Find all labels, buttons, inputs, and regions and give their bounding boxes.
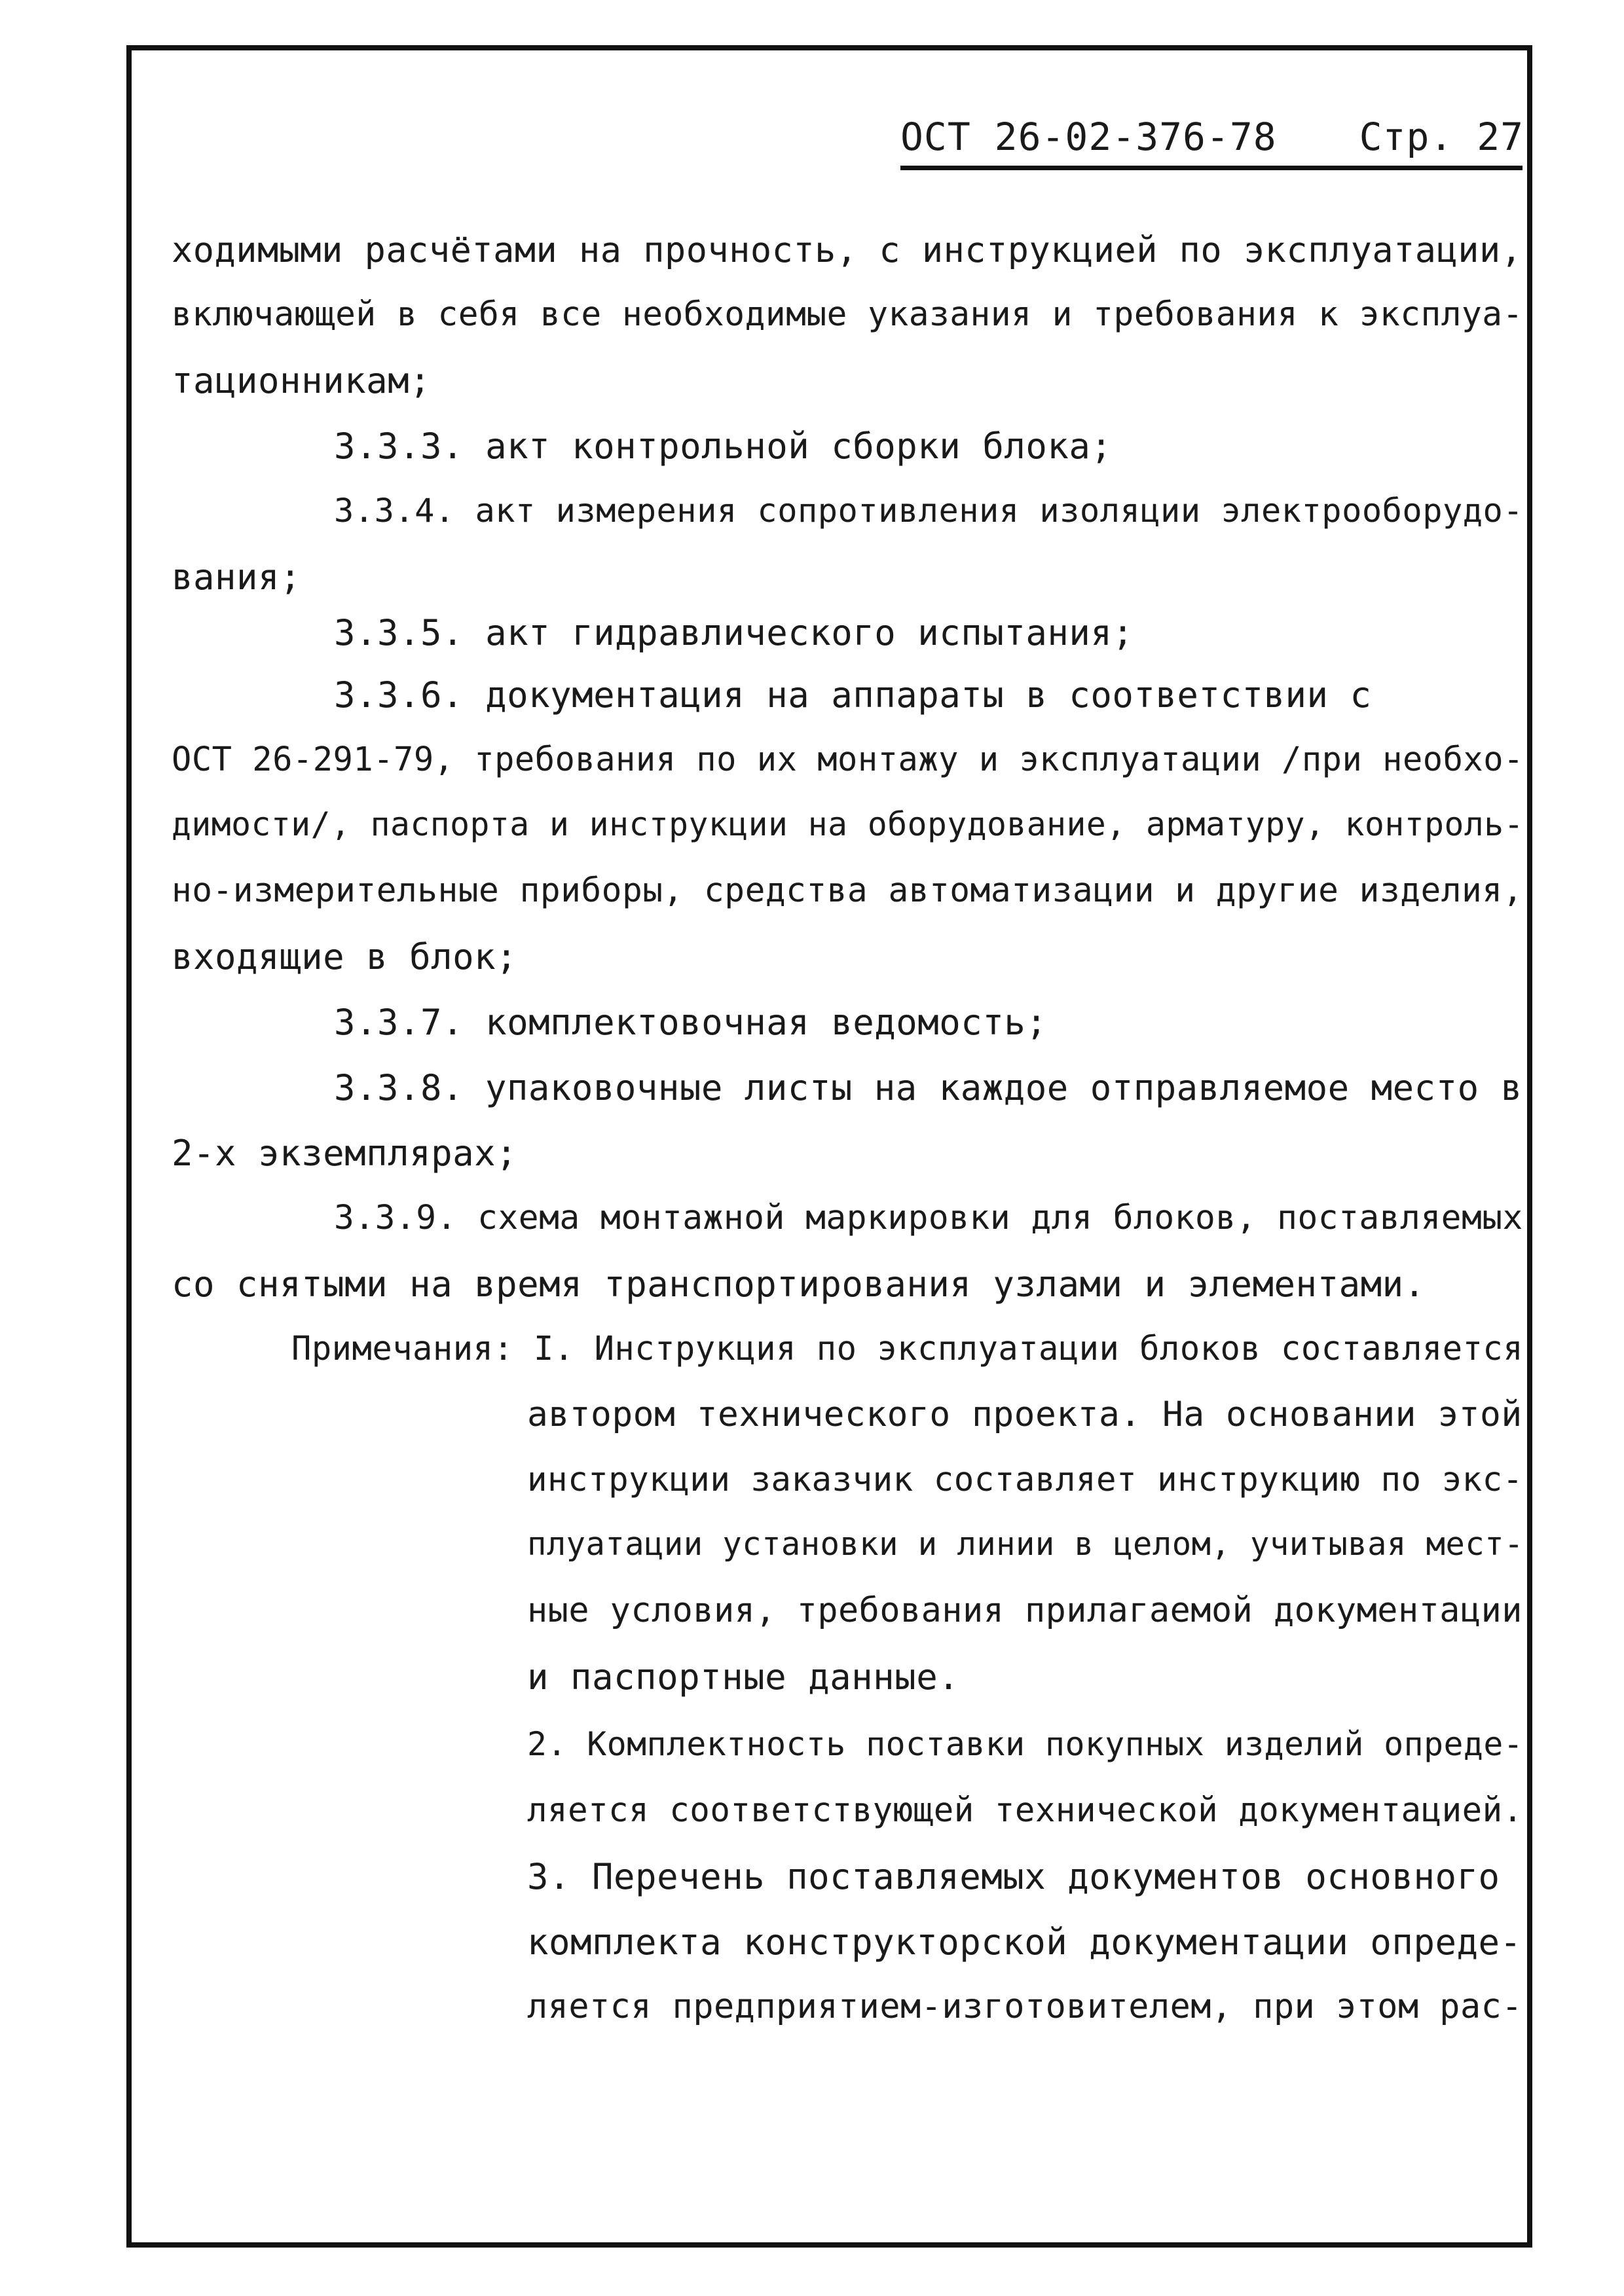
header-rule <box>900 166 1522 170</box>
body-line: ходимыми расчётами на прочность, с инструкцией по эксплуатации, <box>172 229 1522 270</box>
body-line: димости/, паспорта и инструкции на оборудование, арматуру, контроль- <box>172 805 1524 843</box>
list-item-3-3-4: 3.3.4. акт измерения сопротивления изоляции электрооборудо- <box>334 491 1524 530</box>
body-line: со снятыми на время транспортирования узлами и элементами. <box>172 1264 1426 1305</box>
note-line: комплекта конструкторской документации опреде- <box>527 1922 1522 1963</box>
note-line: ляется соответствующей технической документацией. <box>527 1791 1523 1829</box>
note-line: и паспортные данные. <box>527 1656 960 1698</box>
standard-code: ОСТ 26-02-376-78 <box>900 115 1277 159</box>
list-item-3-3-9: 3.3.9. схема монтажной маркировки для блоков, поставляемых <box>334 1198 1523 1237</box>
note-line: инструкции заказчик составляет инструкцию по экс- <box>527 1460 1523 1499</box>
list-item-3-3-6: 3.3.6. документация на аппараты в соответствии с <box>334 674 1372 716</box>
note-line: плуатации установки и линии в целом, учитывая мест- <box>527 1526 1524 1563</box>
list-item-3-3-5: 3.3.5. акт гидравлического испытания; <box>334 612 1134 653</box>
note-line: ные условия, требования прилагаемой документации <box>527 1591 1522 1630</box>
body-line: входящие в блок; <box>172 936 518 977</box>
body-line: тационникам; <box>172 360 432 401</box>
list-item-3-3-8: 3.3.8. упаковочные листы на каждое отправляемое место в <box>334 1067 1522 1108</box>
notes-heading: Примечания: I. Инструкция по эксплуатации блоков составляется <box>291 1329 1524 1368</box>
body-line: ОСТ 26-291-79, требования по их монтажу и эксплуатации /при необхо- <box>172 740 1524 778</box>
list-item-3-3-7: 3.3.7. комплектовочная ведомость; <box>334 1002 1048 1043</box>
body-line: но-измерительные приборы, средства автоматизации и другие изделия, <box>172 871 1523 910</box>
body-line: 2-х экземплярах; <box>172 1133 518 1174</box>
list-item-3-3-3: 3.3.3. акт контрольной сборки блока; <box>334 426 1113 467</box>
note-2: 2. Комплектность поставки покупных изделий опреде- <box>527 1725 1524 1763</box>
page-header <box>900 115 1522 159</box>
note-3: 3. Перечень поставляемых документов основного <box>527 1856 1500 1897</box>
body-line: вания; <box>172 556 302 598</box>
page-number: Стр. 27 <box>1359 115 1524 159</box>
note-line: ляется предприятием-изготовителем, при этом рас- <box>527 1987 1522 2026</box>
note-line: автором технического проекта. На основании этой <box>527 1394 1522 1434</box>
body-line: включающей в себя все необходимые указания и требования к эксплуа- <box>172 295 1523 334</box>
